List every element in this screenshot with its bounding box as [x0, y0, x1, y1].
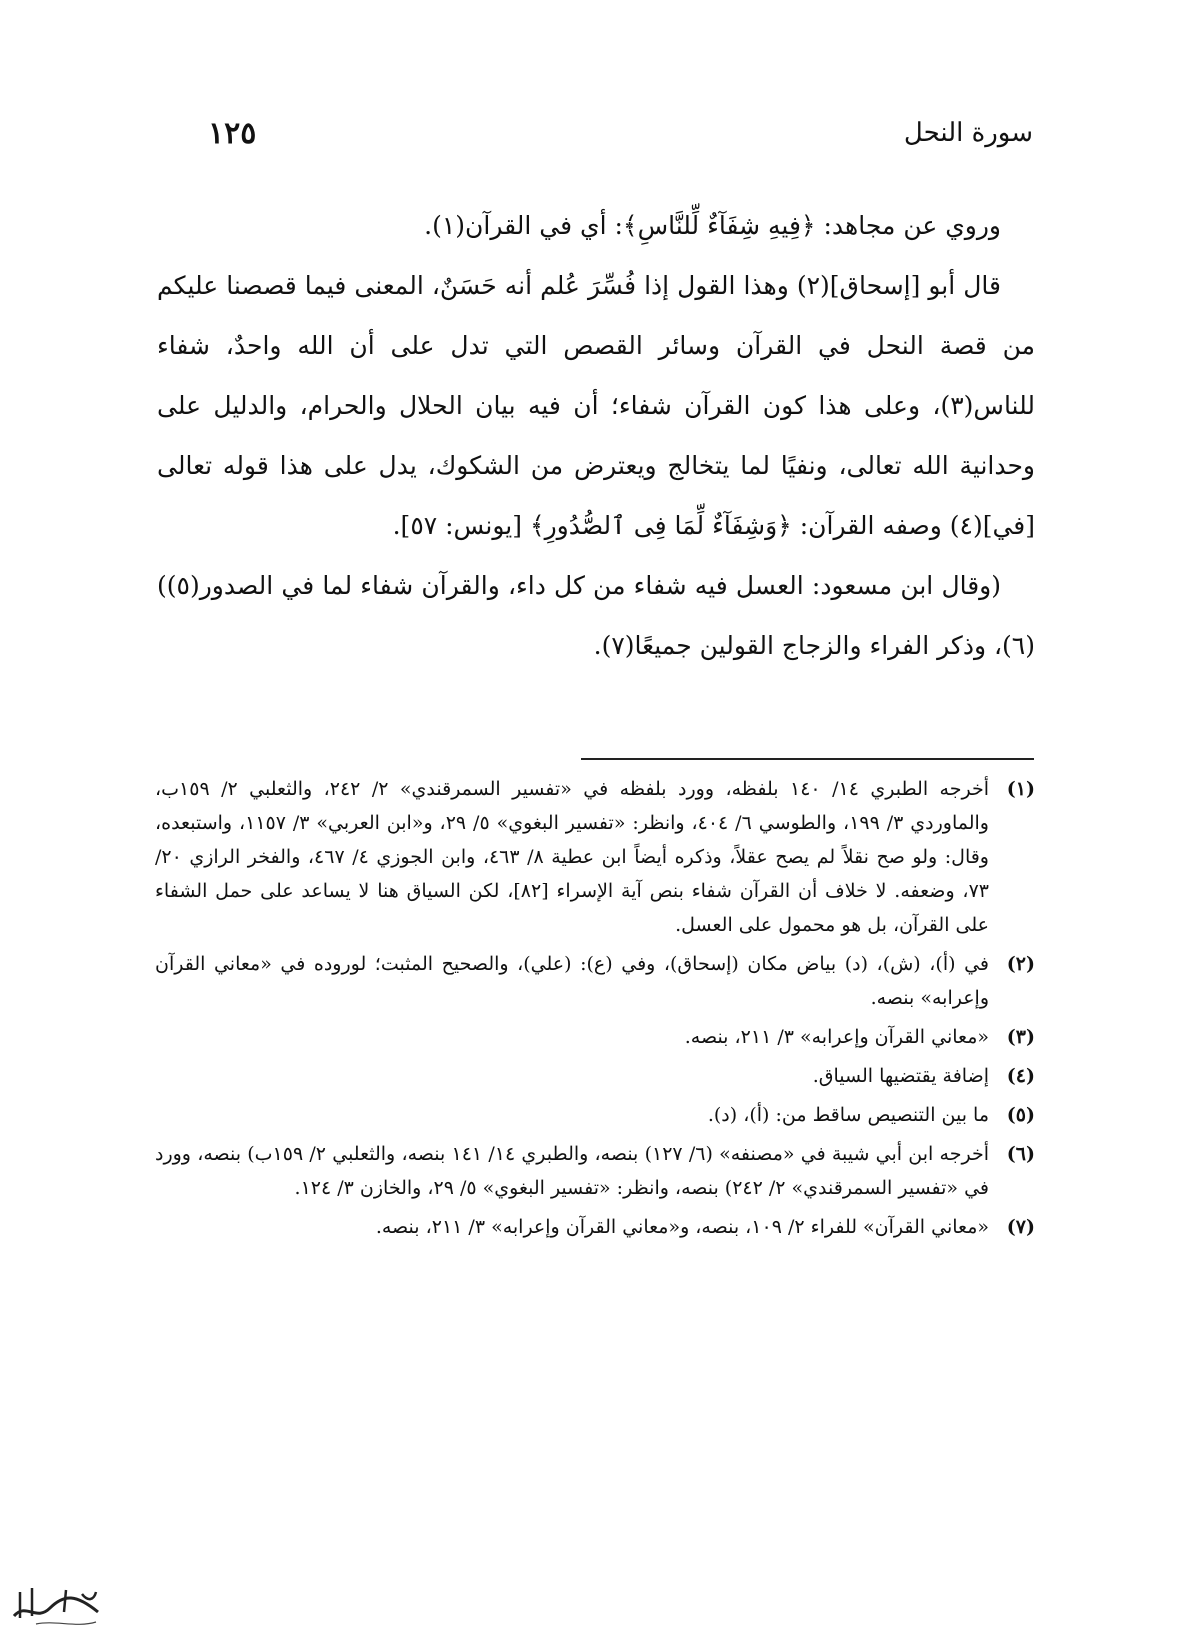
footnote-text: في (أ)، (ش)، (د) بياض مكان (إسحاق)، وفي (ع): (علي)، والصحيح المثبت؛ لوروده في «معاني القرآن وإعرابه» بنصه. — [155, 953, 989, 1009]
footnote-number: (١) — [1006, 778, 1035, 800]
paragraph: (وقال ابن مسعود: العسل فيه شفاء من كل داء، والقرآن شفاء لما في الصدور(٥))(٦)، وذكر الفراء والزجاج القولين جميعًا(٧). — [157, 571, 1035, 660]
footnotes — [155, 772, 1035, 1249]
page-number: ١٢٥ — [208, 116, 257, 151]
footnote-number: (٢) — [1006, 953, 1035, 975]
library-logo-icon — [6, 1572, 106, 1630]
footnote-number: (٥) — [1006, 1104, 1035, 1126]
main-text — [157, 196, 1035, 676]
footnote-text: «معاني القرآن وإعرابه» ٣/ ٢١١، بنصه. — [684, 1026, 989, 1048]
footnote — [155, 1098, 1035, 1132]
footnote-text: إضافة يقتضيها السياق. — [812, 1065, 989, 1087]
footnote-divider — [581, 758, 1034, 760]
paragraph: قال أبو [إسحاق](٢) وهذا القول إذا فُسِّرَ عُلم أنه حَسَنٌ، المعنى فيما قصصنا عليكم من قصة النحل في القرآن وسائر القصص التي تدل على أن الله واحدٌ، شفاء للناس(٣)، وعلى هذا كون القرآن شفاء؛ أن فيه بيان الحلال والحرام، والدليل على وحدانية الله تعالى، ونفيًا لما يتخالج ويعترض من الشكوك، يدل على هذا قوله تعالى [في](٤) وصفه القرآن: ﴿وَشِفَآءٌ لِّمَا فِى ٱلصُّدُورِ﴾ [يونس: ٥٧]. — [157, 271, 1035, 540]
footnote — [155, 1059, 1035, 1093]
footnote — [155, 1210, 1035, 1244]
footnote — [155, 772, 1035, 942]
footnote-text: أخرجه ابن أبي شيبة في «مصنفه» (٦/ ١٢٧) بنصه، والطبري ١٤/ ١٤١ بنصه، والثعلبي ٢/ ١٥٩ب) بنصه، وورد في «تفسير السمرقندي» ٢/ ٢٤٢) بنصه، وانظر: «تفسير البغوي» ٥/ ٢٩، والخازن ٣/ ١٢٤. — [155, 1143, 989, 1199]
footnote-number: (٧) — [1006, 1216, 1035, 1238]
footnote-text: أخرجه الطبري ١٤/ ١٤٠ بلفظه، وورد بلفظه في «تفسير السمرقندي» ٢/ ٢٤٢، والثعلبي ٢/ ١٥٩ب، والماوردي ٣/ ١٩٩، والطوسي ٦/ ٤٠٤، وانظر: «تفسير البغوي» ٥/ ٢٩، و«ابن العربي» ٣/ ١١٥٧، واستبعده، وقال: ولو صح نقلاً لم يصح عقلاً، وذكره أيضاً ابن عطية ٨/ ٤٦٣، وابن الجوزي ٤/ ٤٦٧، والفخر الرازي ٢٠/ ٧٣، وضعفه. لا خلاف أن القرآن شفاء بنص آية الإسراء [٨٢]، لكن السياق هنا لا يساعد على حمل الشفاء على القرآن، بل هو محمول على العسل. — [155, 778, 989, 936]
footnote-number: (٤) — [1006, 1065, 1035, 1087]
footnote-number: (٦) — [1006, 1143, 1035, 1165]
footnote-text: ما بين التنصيص ساقط من: (أ)، (د). — [707, 1104, 989, 1126]
footnote-text: «معاني القرآن» للفراء ٢/ ١٠٩، بنصه، و«معاني القرآن وإعرابه» ٣/ ٢١١، بنصه. — [375, 1216, 989, 1238]
surah-title: سورة النحل — [903, 118, 1033, 148]
footnote-number: (٣) — [1006, 1026, 1035, 1048]
footnote — [155, 1020, 1035, 1054]
footnote — [155, 1137, 1035, 1205]
footnote — [155, 947, 1035, 1015]
paragraph: وروي عن مجاهد: ﴿فِيهِ شِفَآءٌ لِّلنَّاسِ﴾: أي في القرآن(١). — [424, 211, 1001, 240]
